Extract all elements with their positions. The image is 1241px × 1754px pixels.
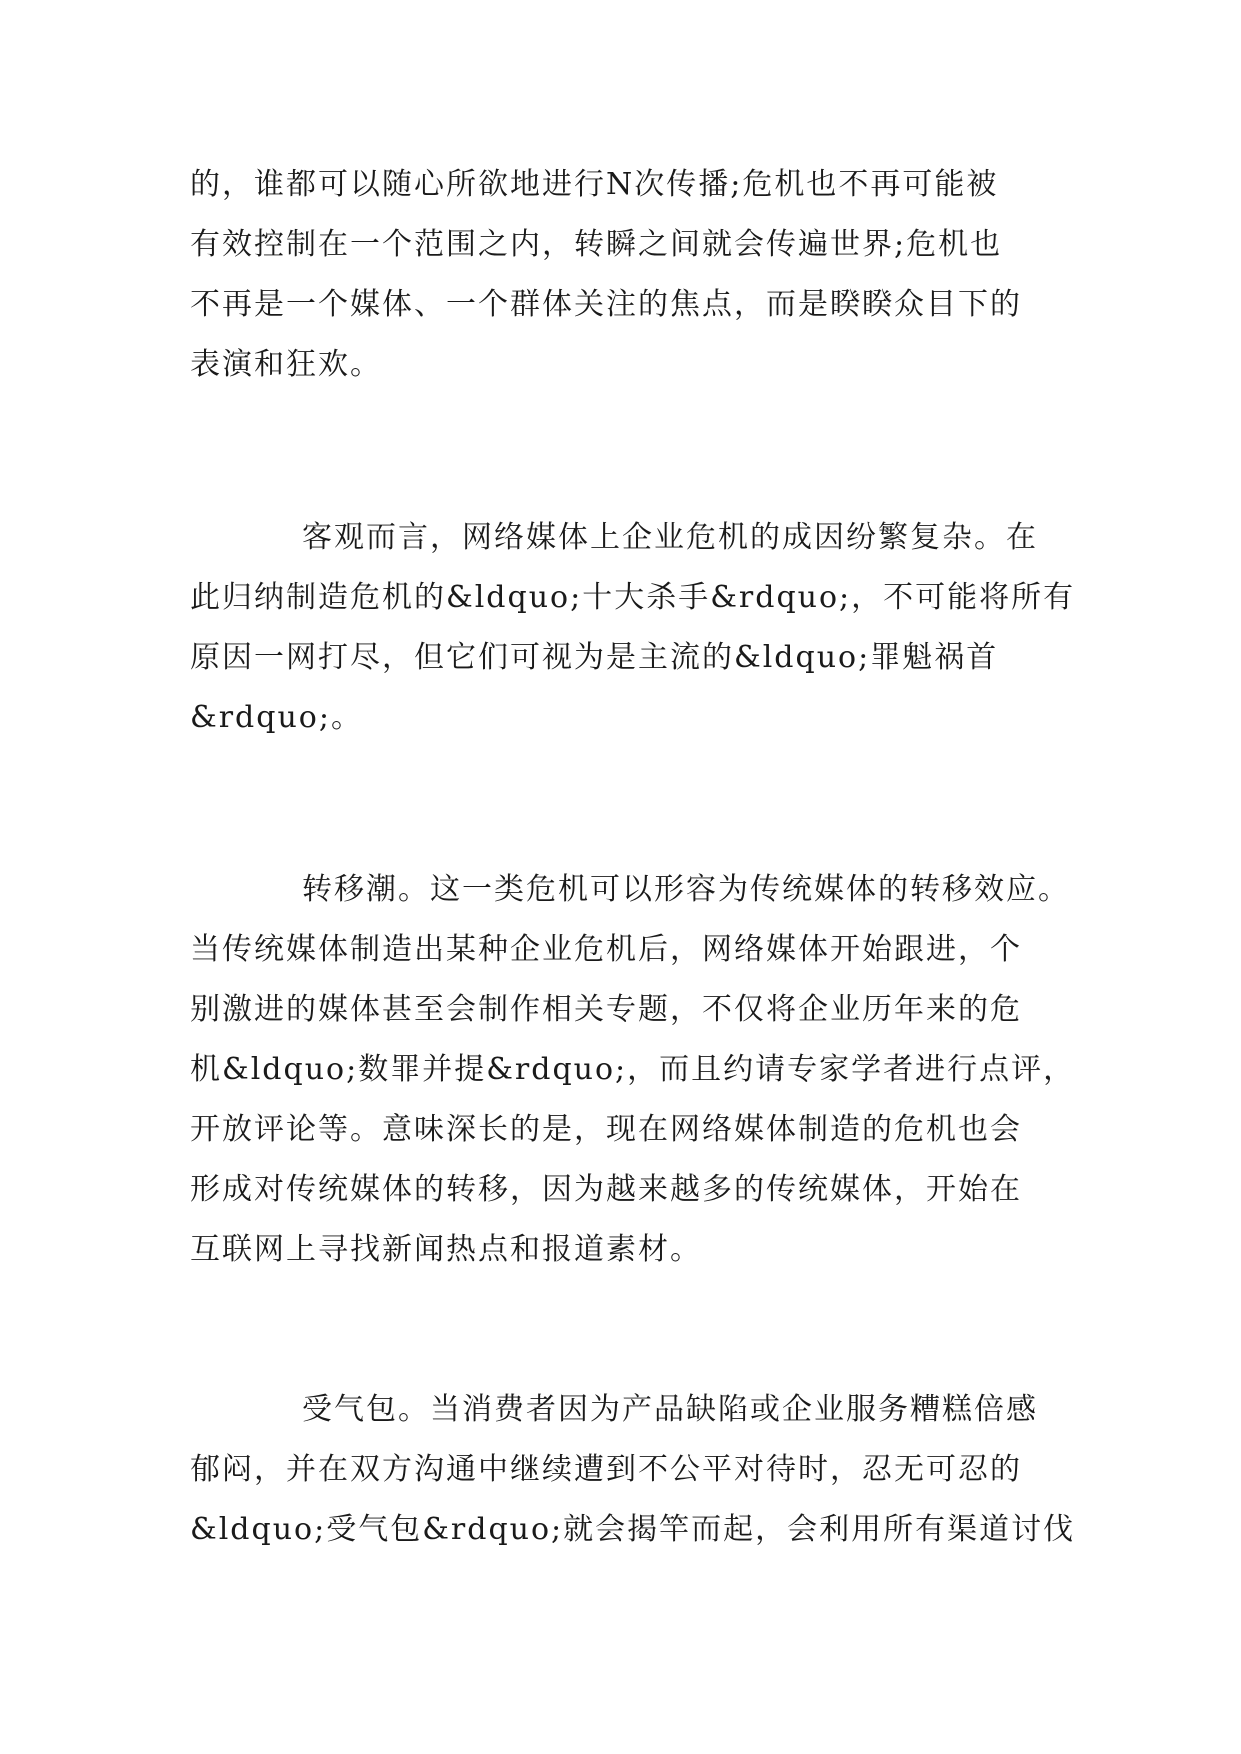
paragraph-line: 郁闷，并在双方沟通中继续遭到不公平对待时，忍无可忍的 xyxy=(190,1452,1022,1487)
paragraph-line: 表演和狂欢。 xyxy=(190,347,382,382)
paragraph-1 xyxy=(190,155,1052,395)
paragraph-3 xyxy=(190,860,1076,1280)
paragraph-line: 有效控制在一个范围之内，转瞬之间就会传遍世界;危机也 xyxy=(190,227,1003,262)
paragraph-line: 此归纳制造危机的&ldquo;十大杀手&rdquo;，不可能将所有 xyxy=(190,580,1076,615)
paragraph-line: &ldquo;受气包&rdquo;就会揭竿而起，会利用所有渠道讨伐 xyxy=(190,1512,1076,1547)
paragraph-line: 不再是一个媒体、一个群体关注的焦点，而是睽睽众目下的 xyxy=(190,287,1022,322)
paragraph-line: 原因一网打尽，但它们可视为是主流的&ldquo;罪魁祸首 xyxy=(190,640,999,675)
paragraph-line: 当传统媒体制造出某种企业危机后，网络媒体开始跟进，个 xyxy=(190,932,1022,967)
paragraph-2 xyxy=(190,508,1076,748)
paragraph-line: 别激进的媒体甚至会制作相关专题，不仅将企业历年来的危 xyxy=(190,992,1022,1027)
paragraph-line: 互联网上寻找新闻热点和报道素材。 xyxy=(190,1232,702,1267)
paragraph-line: 转移潮。这一类危机可以形容为传统媒体的转移效应。 xyxy=(302,872,1070,907)
paragraph-line: 开放评论等。意味深长的是，现在网络媒体制造的危机也会 xyxy=(190,1112,1022,1147)
paragraph-line: 的，谁都可以随心所欲地进行N次传播;危机也不再可能被 xyxy=(190,167,999,202)
paragraph-line: 客观而言，网络媒体上企业危机的成因纷繁复杂。在 xyxy=(302,520,1038,555)
paragraph-line: 受气包。当消费者因为产品缺陷或企业服务糟糕倍感 xyxy=(302,1392,1038,1427)
paragraph-line: 形成对传统媒体的转移，因为越来越多的传统媒体，开始在 xyxy=(190,1172,1022,1207)
paragraph-line: &rdquo;。 xyxy=(190,700,363,735)
paragraph-4 xyxy=(190,1380,1076,1560)
paragraph-line: 机&ldquo;数罪并提&rdquo;，而且约请专家学者进行点评， xyxy=(190,1052,1076,1087)
